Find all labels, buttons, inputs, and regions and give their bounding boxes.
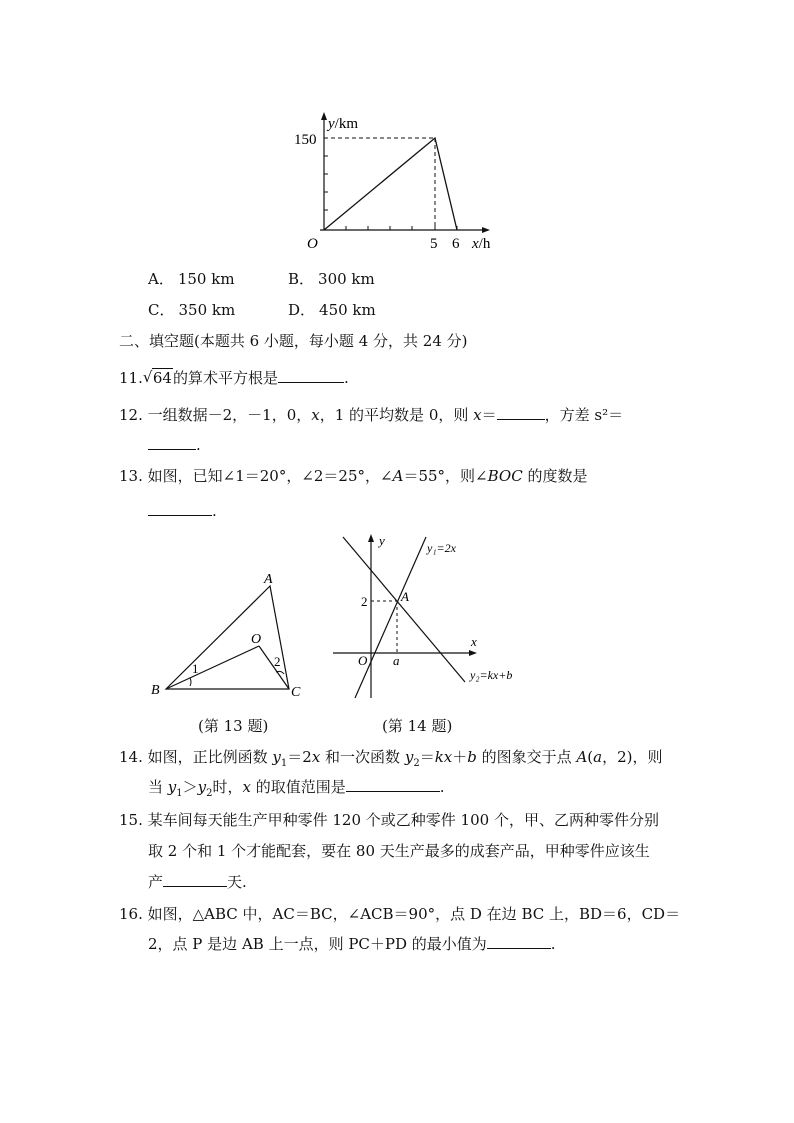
option-c: C． 350 km [148,301,236,319]
answer-blank-14[interactable] [346,777,440,792]
question-13-line1: 13. 如图，已知∠1＝20°，∠2＝25°，∠A＝55°，则∠BOC 的度数是 [119,467,588,485]
question-14-line2: 当 $y_1>y_2$时，x 的取值范围是 . [148,778,445,799]
section2-heading: 二、填空题(本题共 6 小题，每小题 4 分，共 24 分) [119,332,468,350]
question-12-line2: . [148,434,201,456]
question-14-line1: 14. 如图，正比例函数 $y_1=2x$ 和一次函数 $y_2=kx+b$ 的图象交于点 A(a，2)，则 [119,748,663,769]
question-15-line3: 产 天. [148,873,247,891]
distance-time-graph [290,108,510,253]
answer-blank-13[interactable] [148,501,212,516]
question-12-line1: 12. 一组数据－2，－1，0，x，1 的平均数是 0，则 x＝ ，方差 s²＝ [119,406,624,424]
label-o: O [251,632,262,647]
x-tick-6: 6 [452,236,460,252]
label-a: A [264,572,273,587]
angle-1-arc [190,678,191,686]
answer-blank-15[interactable] [163,872,227,887]
answer-blank-12b[interactable] [148,435,196,450]
label-line-y2: y₂=kx+b [470,668,513,682]
x-axis-arrow [482,227,490,233]
y-axis-arrow [321,112,327,120]
label-b: B [151,683,160,698]
line-y1 [355,537,426,698]
label-c: C [291,685,301,700]
travel-path [324,138,457,230]
segment-bo [166,646,259,689]
figure-13-triangle [148,570,313,702]
answer-blank-11[interactable] [278,368,344,383]
label-angle-2: 2 [274,654,281,669]
question-13-line2: . [148,500,217,522]
x-tick-5: 5 [430,236,438,252]
caption-14: (第 14 题) [382,717,453,735]
question-16-line2: 2，点 P 是边 AB 上一点，则 PC＋PD 的最小值为 . [148,935,556,953]
label-line-y1: y₁=2x [427,541,456,555]
question-15-line2: 取 2 个和 1 个才能配套，要在 80 天生产最多的成套产品，甲种零件应该生 [148,842,650,860]
question-15-line1: 15. 某车间每天能生产甲种零件 120 个或乙种零件 100 个，甲、乙两种零件分别 [119,811,659,829]
label-tick-a: a [393,653,400,668]
triangle-abc [166,586,289,689]
label-point-a: A [401,589,409,604]
y-tick-150: 150 [294,132,317,148]
answer-blank-16[interactable] [487,934,551,949]
caption-13: (第 13 题) [198,717,269,735]
answer-blank-12a[interactable] [497,405,545,420]
label-origin: O [358,653,368,668]
label-tick-2: 2 [361,594,368,609]
option-a: A． 150 km [148,270,235,288]
y-label: y/km [328,116,359,132]
question-16-line1: 16. 如图，△ABC 中，AC＝BC，∠ACB＝90°，点 D 在边 BC 上，BD＝6，CD＝ [119,905,681,923]
x-label: x/h [472,236,491,252]
option-d: D． 450 km [288,301,376,319]
question-11: 11. √ 64的算术平方根是 . [119,368,349,387]
sqrt-sign: √ 64 [142,368,172,387]
label-angle-1: 1 [192,661,199,676]
figure-14-graph [325,530,535,702]
label-y: y [379,533,385,548]
origin-label: O [307,236,318,252]
option-b: B． 300 km [288,270,375,288]
label-x: x [471,634,477,649]
